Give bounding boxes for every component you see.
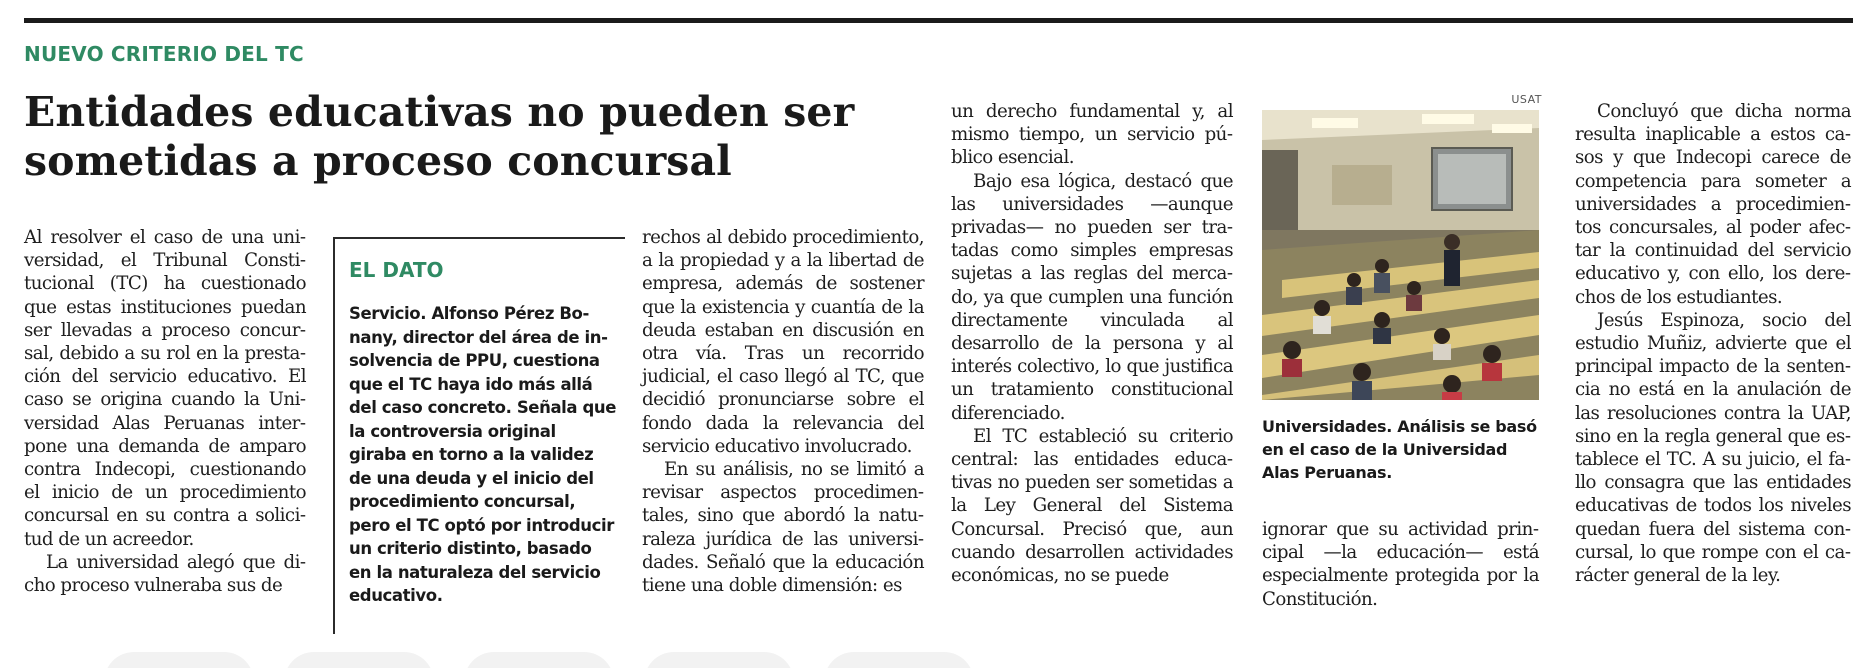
article-paragraph-7: Jesús Espinoza, socio del estudio Muñiz, advierte que el principal impacto de la sentencia no está en la anulación de las resoluciones contra la UAP, sino en la regla general que establece el TC. A su juicio, el fallo consagra que las entidades educativas de todos los niveles quedan fuera del sistema concursal, lo que rompe con el carácter general de la ley. [1575,309,1851,587]
article-paragraph-2b: rechos al debido procedimiento, a la propiedad y a la libertad de empresa, además de sostener que la existencia y cuantía de la deuda estaban en discusión en otra vía. Tras un recorrido judicial, el caso llegó al TC, que decidió pronunciarse sobre el fondo dada la relevancia del servicio educativo involucrado. [642,227,924,457]
caption-text: Análisis se basó en el caso de la Universidad Alas Peruanas. [1262,417,1537,482]
sidebar-body: Alfonso Pérez Bonany, director del área de insolvencia de PPU, cuestiona que el TC haya ido más allá del caso concreto. Señala que la controversia original giraba en torno a la validez de una deuda y el inicio del procedimiento concursal, pero el TC optó por introducir un criterio distinto, basado en la naturaleza del servicio educativo. [349,304,617,605]
article-paragraph-3a: En su análisis, no se limitó a revisar aspectos procedimentales, sino que abordó la naturaleza jurídica de las universidades. Señaló que la educación tiene una doble dimensión: es [642,459,924,597]
top-rule [24,18,1853,23]
photo-caption [1262,415,1539,484]
article-column-3 [951,100,1233,587]
photo-credit: USAT [1511,93,1542,106]
article-paragraph-2a: La universidad alegó que dicho proceso vulneraba sus de [24,551,306,597]
article-paragraph-3b: un derecho fundamental y, al mismo tiempo, un servicio público esencial. [951,101,1233,169]
article-paragraph-5b: ignorar que su actividad principal —la educación— está especialmente protegida por la Constitución. [1262,519,1539,610]
article-column-5 [1575,100,1851,587]
article-paragraph-6: Concluyó que dicha norma resulta inaplicable a estos casos y que Indecopi carece de competencia para someter a universidades a procedimientos concursales, al poder afectar la continuidad del servicio educativo y, con ello, los derechos de los estudiantes. [1575,101,1851,308]
sidebar-text [349,302,617,608]
section-kicker: NUEVO CRITERIO DEL TC [24,42,304,66]
caption-lead: Universidades. [1262,417,1393,436]
sidebar-lead: Servicio. [349,304,427,323]
article-paragraph-5a: El TC estableció su criterio central: las entidades educativas no pueden ser sometidas a la Ley General del Sistema Concursal. Precisó que, aun cuando desarrollen actividades económicas, no se puede [951,425,1233,587]
classroom-photo [1262,110,1539,400]
sidebar-title: EL DATO [349,258,444,282]
headline: Entidades educativas no pueden ser sometidas a proceso concursal [24,88,855,185]
article-column-4 [1262,518,1539,611]
footer-decoration [24,648,1853,668]
article-paragraph-1: Al resolver el caso de una universidad, el Tribunal Constitucional (TC) ha cuestionado que estas instituciones puedan ser llevadas a proceso concursal, debido a su rol en la prestación del servicio educativo. El caso se origina cuando la Universidad Alas Peruanas interpone una demanda de amparo contra Indecopi, cuestionando el inicio de un procedimiento concursal en su contra a solicitud de un acreedor. [24,227,306,550]
article-paragraph-4: Bajo esa lógica, destacó que las universidades —aunque privadas— no pueden ser tratadas como simples empresas sujetas a las reglas del mercado, ya que cumplen una función directamente vinculada al desarrollo de la persona y al interés colectivo, lo que justifica un tratamiento constitucional diferenciado. [951,170,1233,424]
article-column-2 [642,226,924,597]
article-column-1 [24,226,306,597]
classroom-illustration [1262,110,1539,400]
